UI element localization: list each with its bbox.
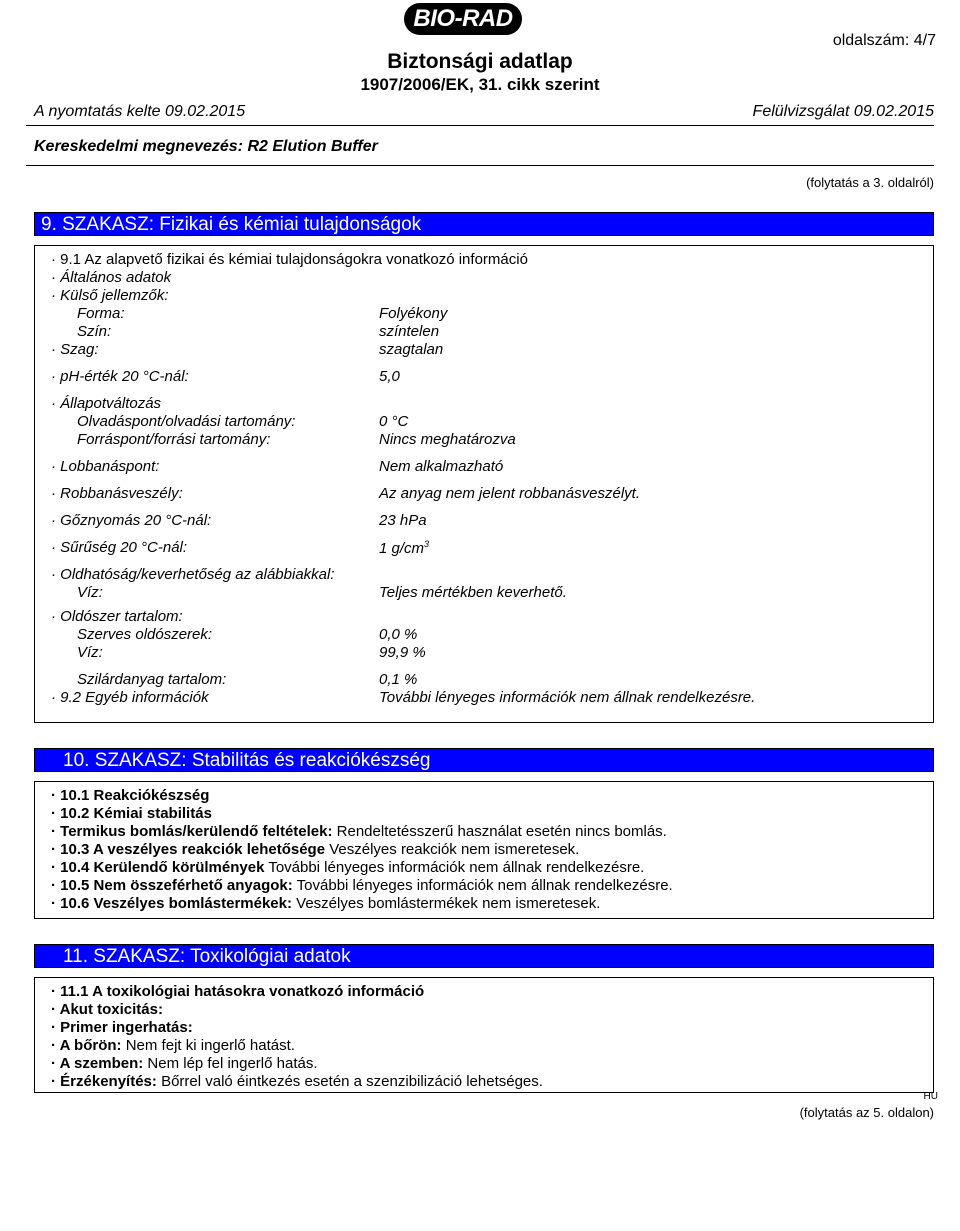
language-code: HU bbox=[923, 1091, 938, 1102]
incompatible-label: · 10.5 Nem összeférhető anyagok: bbox=[51, 877, 293, 894]
other-info-value: További lényeges információk nem állnak rendelkezésre. bbox=[379, 689, 756, 706]
section-10-title: 10. SZAKASZ: Stabilitás és reakciókészség bbox=[34, 748, 934, 772]
flash-label: · Lobbanáspont: bbox=[51, 458, 160, 475]
print-date: A nyomtatás kelte 09.02.2015 bbox=[34, 103, 246, 120]
skin-effect bbox=[51, 1037, 295, 1054]
thermal-label: · Termikus bomlás/kerülendő feltételek: bbox=[51, 823, 333, 840]
conditions-value: További lényeges információk nem állnak rendelkezésre. bbox=[268, 859, 645, 876]
skin-label: · A bőrön: bbox=[51, 1037, 122, 1054]
general-data: · Általános adatok bbox=[51, 269, 172, 286]
trade-divider bbox=[26, 165, 934, 166]
other-info-label: · 9.2 Egyéb információk bbox=[51, 689, 209, 706]
hazardous-reactions bbox=[51, 841, 579, 858]
primary-irritation: · Primer ingerhatás: bbox=[51, 1019, 193, 1036]
sensitization-value: Bőrrel való éintkezés esetén a szenzibilizáció lehetséges. bbox=[161, 1073, 543, 1090]
section-9-box bbox=[34, 245, 934, 723]
vapor-value: 23 hPa bbox=[379, 512, 427, 529]
info-heading: · 9.1 Az alapvető fizikai és kémiai tulajdonságokra vonatkozó információ bbox=[51, 251, 528, 268]
water2-value: 99,9 % bbox=[379, 644, 426, 661]
eye-label: · A szemben: bbox=[51, 1055, 144, 1072]
vapor-label: · Gőznyomás 20 °C-nál: bbox=[51, 512, 212, 529]
form-value: Folyékony bbox=[379, 305, 448, 322]
ph-value: 5,0 bbox=[379, 368, 400, 385]
page-number: oldalszám: 4/7 bbox=[832, 32, 936, 49]
form-label: Forma: bbox=[77, 305, 125, 322]
decomposition-products bbox=[51, 895, 600, 912]
conditions-label: · 10.4 Kerülendő körülmények bbox=[51, 859, 265, 876]
continued-from: (folytatás a 3. oldalról) bbox=[806, 175, 934, 190]
revision-date: Felülvizsgálat 09.02.2015 bbox=[752, 103, 934, 120]
conditions-to-avoid bbox=[51, 859, 644, 876]
color-value: színtelen bbox=[379, 323, 440, 340]
chemical-stability: · 10.2 Kémiai stabilitás bbox=[51, 805, 212, 822]
density-number: 1 g/cm bbox=[379, 540, 425, 557]
melting-label: Olvadáspont/olvadási tartomány: bbox=[77, 413, 296, 430]
continued-to: (folytatás az 5. oldalon) bbox=[799, 1105, 934, 1120]
sensitization-label: · Érzékenyítés: bbox=[51, 1073, 157, 1090]
section-11-title: 11. SZAKASZ: Toxikológiai adatok bbox=[34, 944, 934, 968]
color-label: Szín: bbox=[77, 323, 112, 340]
section-9-title: 9. SZAKASZ: Fizikai és kémiai tulajdonságok bbox=[34, 212, 934, 236]
header-divider bbox=[26, 125, 934, 126]
appearance-label: · Külső jellemzők: bbox=[51, 287, 169, 304]
state-change-label: · Állapotváltozás bbox=[51, 395, 162, 412]
boiling-value: Nincs meghatározva bbox=[379, 431, 516, 448]
organic-label: Szerves oldószerek: bbox=[77, 626, 213, 643]
explosion-value: Az anyag nem jelent robbanásveszélyt. bbox=[379, 485, 640, 502]
flash-value: Nem alkalmazható bbox=[379, 458, 504, 475]
section-10-box bbox=[34, 781, 934, 919]
water-value: Teljes mértékben keverhető. bbox=[379, 584, 567, 601]
section-11-box bbox=[34, 977, 934, 1093]
eye-value: Nem lép fel ingerlő hatás. bbox=[147, 1055, 318, 1072]
solvent-label: · Oldószer tartalom: bbox=[51, 608, 183, 625]
decomposition-label: · 10.6 Veszélyes bomlástermékek: bbox=[51, 895, 292, 912]
ph-label: · pH-érték 20 °C-nál: bbox=[51, 368, 189, 385]
density-label: · Sűrűség 20 °C-nál: bbox=[51, 539, 188, 556]
hazardous-reactions-value: Veszélyes reakciók nem ismeretesek. bbox=[329, 841, 580, 858]
thermal-value: Rendeltetésszerű használat esetén nincs bomlás. bbox=[336, 823, 667, 840]
solids-label: Szilárdanyag tartalom: bbox=[77, 671, 227, 688]
eye-effect bbox=[51, 1055, 318, 1072]
water-label: Víz: bbox=[77, 584, 103, 601]
explosion-label: · Robbanásveszély: bbox=[51, 485, 183, 502]
trade-name: Kereskedelmi megnevezés: R2 Elution Buffer bbox=[34, 138, 378, 155]
sensitization bbox=[51, 1073, 543, 1090]
odor-label: · Szag: bbox=[51, 341, 99, 358]
water2-label: Víz: bbox=[77, 644, 103, 661]
acute-toxicity: · Akut toxicitás: bbox=[51, 1001, 163, 1018]
odor-value: szagtalan bbox=[379, 341, 444, 358]
density-value bbox=[379, 539, 429, 557]
decomposition-value: Veszélyes bomlástermékek nem ismeretesek. bbox=[296, 895, 601, 912]
reactivity: · 10.1 Reakciókészség bbox=[51, 787, 210, 804]
bio-rad-logo: BIO-RAD bbox=[404, 3, 522, 35]
organic-value: 0,0 % bbox=[379, 626, 418, 643]
thermal-decomposition bbox=[51, 823, 667, 840]
boiling-label: Forráspont/forrási tartomány: bbox=[77, 431, 271, 448]
incompatible-value: További lényeges információk nem állnak rendelkezésre. bbox=[296, 877, 673, 894]
density-exponent: 3 bbox=[424, 539, 430, 549]
hazardous-reactions-label: · 10.3 A veszélyes reakciók lehetősége bbox=[51, 841, 326, 858]
solubility-label: · Oldhatóság/keverhetőség az alábbiakkal: bbox=[51, 566, 335, 583]
incompatible-materials bbox=[51, 877, 673, 894]
document-subtitle: 1907/2006/EK, 31. cikk szerint bbox=[360, 75, 600, 94]
solids-value: 0,1 % bbox=[379, 671, 418, 688]
melting-value: 0 °C bbox=[379, 413, 409, 430]
document-title: Biztonsági adatlap bbox=[387, 50, 573, 73]
skin-value: Nem fejt ki ingerlő hatást. bbox=[125, 1037, 295, 1054]
toxicology-info: · 11.1 A toxikológiai hatásokra vonatkozó információ bbox=[51, 983, 425, 1000]
